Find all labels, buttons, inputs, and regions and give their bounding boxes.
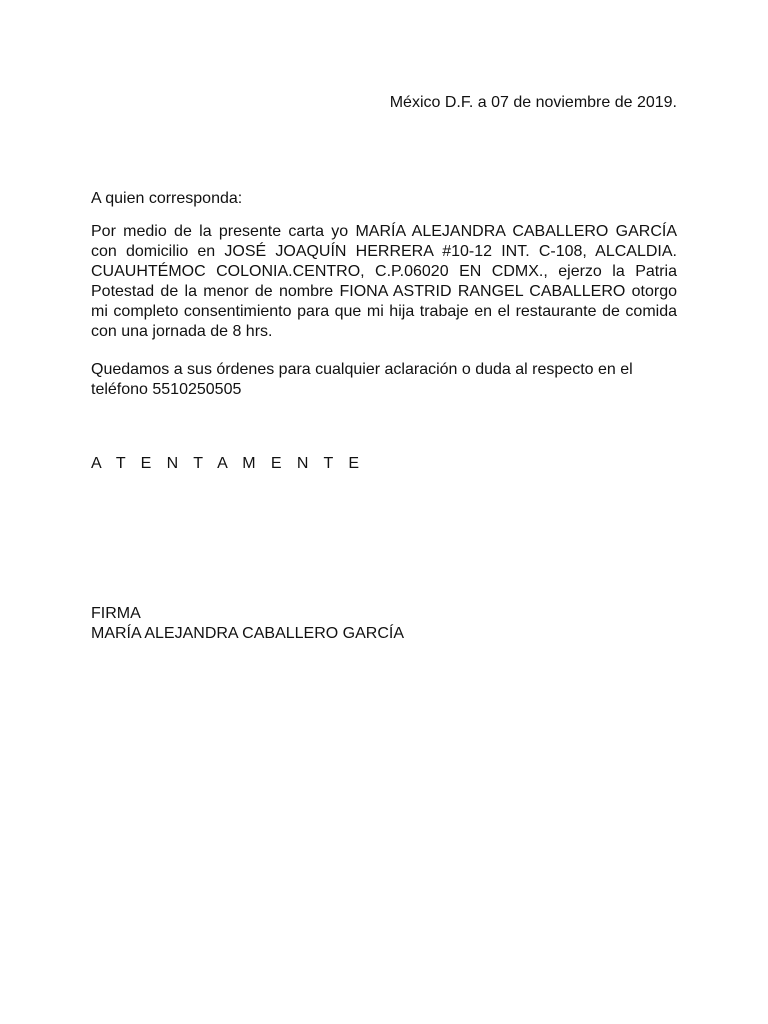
salutation: A quien corresponda: bbox=[91, 190, 243, 207]
contact-paragraph: Quedamos a sus órdenes para cualquier aclaración o duda al respecto en el teléfono 5510250505 bbox=[91, 361, 633, 398]
closing: A T E N T A M E N T E bbox=[91, 455, 365, 472]
body-paragraph: Por medio de la presente carta yo MARÍA ALEJANDRA CABALLERO GARCÍA con domicilio en JOSÉ JOAQUÍN HERRERA #10-12 INT. C-108, ALCALDIA. CUAUHTÉMOC COLONIA.CENTRO, C.P.06020 EN CDMX., ejerzo la Patria Potestad de la menor de nombre FIONA ASTRID RANGEL CABALLERO otorgo mi completo consentimiento para que mi hija trabaje en el restaurante de comida con una jornada de 8 hrs. bbox=[91, 223, 677, 340]
signer-name: MARÍA ALEJANDRA CABALLERO GARCÍA bbox=[91, 625, 404, 642]
signature-label: FIRMA bbox=[91, 605, 141, 622]
place-date: México D.F. a 07 de noviembre de 2019. bbox=[389, 94, 677, 111]
